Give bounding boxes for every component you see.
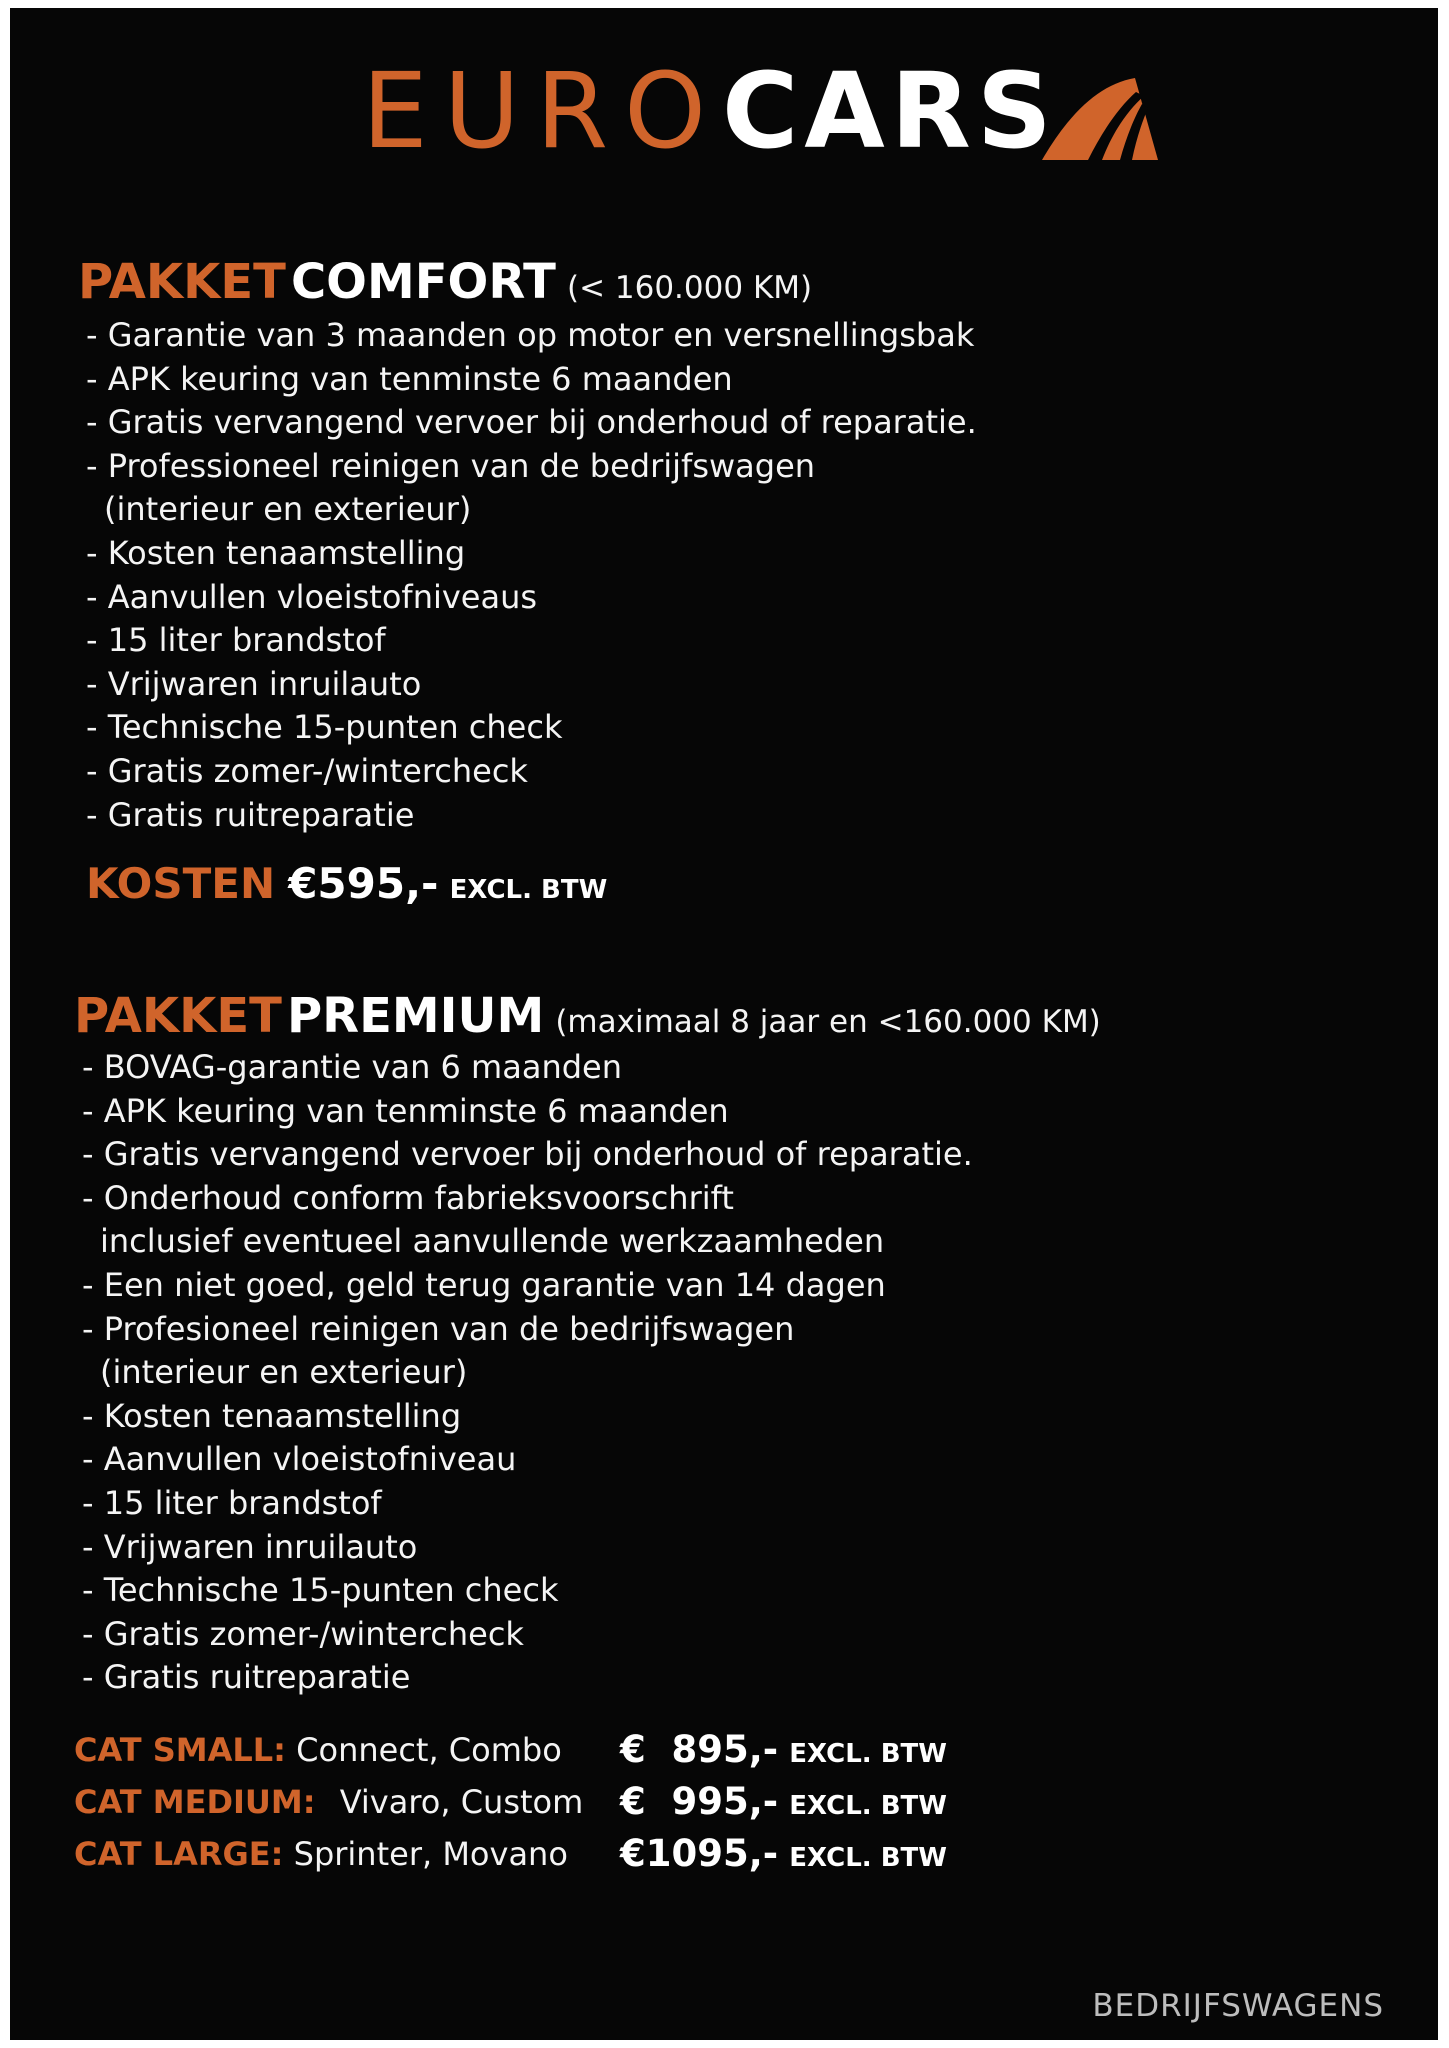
- list-item: - Profesioneel reinigen van de bedrijfswagen: [82, 1309, 795, 1348]
- category-small-models: Connect, Combo: [296, 1731, 562, 1769]
- eurocars-logo: [362, 50, 1058, 172]
- premium-feature-list: [82, 1046, 973, 1700]
- logo-euro-text: EURO: [362, 50, 722, 172]
- comfort-cost-label: KOSTEN: [86, 859, 276, 908]
- category-small-row: [74, 1724, 562, 1776]
- category-medium-row: [74, 1776, 583, 1828]
- list-item: (interieur en exterieur): [104, 490, 472, 529]
- list-item: - Technische 15-punten check: [86, 708, 563, 747]
- list-item: - Technische 15-punten check: [82, 1571, 559, 1610]
- list-item: - Vrijwaren inruilauto: [82, 1527, 418, 1566]
- category-small-label: CAT SMALL:: [74, 1731, 286, 1769]
- category-small-amount: € 895,-: [620, 1728, 779, 1771]
- category-medium-amount: € 995,-: [620, 1780, 779, 1823]
- footer-bedrijfswagens: BEDRIJFSWAGENS: [1092, 1988, 1384, 2024]
- comfort-feature-list: [86, 314, 977, 837]
- list-item: - Professioneel reinigen van de bedrijfswagen: [86, 446, 816, 485]
- list-item: - Onderhoud conform fabrieksvoorschrift: [82, 1178, 734, 1217]
- logo-cars-text: CARS: [721, 50, 1058, 172]
- category-medium-excl: EXCL. BTW: [789, 1791, 947, 1821]
- list-item: - Gratis zomer-/wintercheck: [82, 1614, 524, 1653]
- brochure-page: [10, 8, 1438, 2040]
- category-medium-label: CAT MEDIUM:: [74, 1783, 316, 1821]
- list-item: - Kosten tenaamstelling: [86, 533, 466, 572]
- list-item: (interieur en exterieur): [100, 1353, 468, 1392]
- category-medium-price: [620, 1776, 947, 1835]
- list-item: - Aanvullen vloeistofniveaus: [86, 577, 538, 616]
- list-item: - Gratis vervangend vervoer bij onderhoud of reparatie.: [86, 403, 977, 442]
- category-large-label: CAT LARGE:: [74, 1835, 284, 1873]
- category-large-excl: EXCL. BTW: [789, 1843, 947, 1873]
- list-item: - 15 liter brandstof: [86, 621, 386, 660]
- category-small-price: [620, 1724, 947, 1783]
- list-item: - Gratis ruitreparatie: [82, 1658, 411, 1697]
- category-medium-models: Vivaro, Custom: [339, 1783, 584, 1821]
- comfort-cost-excl: EXCL. BTW: [449, 875, 608, 905]
- list-item: inclusief eventueel aanvullende werkzaamheden: [100, 1222, 885, 1261]
- comfort-cost: [86, 856, 607, 921]
- category-small-excl: EXCL. BTW: [789, 1739, 947, 1769]
- category-large-models: Sprinter, Movano: [293, 1835, 568, 1873]
- list-item: - BOVAG-garantie van 6 maanden: [82, 1048, 622, 1086]
- list-item: - Kosten tenaamstelling: [82, 1396, 462, 1435]
- category-large-row: [74, 1828, 568, 1880]
- list-item: - Gratis vervangend vervoer bij onderhoud of reparatie.: [82, 1135, 973, 1174]
- list-item: - Een niet goed, geld terug garantie van 14 dagen: [82, 1265, 886, 1304]
- category-large-amount: €1095,-: [620, 1832, 779, 1875]
- category-large-price: [620, 1828, 947, 1887]
- comfort-condition: (< 160.000 KM): [566, 270, 813, 306]
- list-item: - APK keuring van tenminste 6 maanden: [82, 1091, 729, 1130]
- comfort-name: COMFORT: [290, 254, 556, 310]
- comfort-heading: [78, 252, 812, 323]
- list-item: - APK keuring van tenminste 6 maanden: [86, 359, 733, 398]
- list-item: - Garantie van 3 maanden op motor en versnellingsbak: [86, 316, 975, 354]
- road-swoosh-icon: [1040, 72, 1160, 162]
- premium-name: PREMIUM: [286, 988, 545, 1044]
- list-item: - Aanvullen vloeistofniveau: [82, 1440, 517, 1479]
- comfort-cost-value: €595,-: [288, 859, 439, 908]
- list-item: - Gratis zomer-/wintercheck: [86, 751, 528, 790]
- list-item: - 15 liter brandstof: [82, 1483, 382, 1522]
- comfort-prefix: PAKKET: [78, 254, 286, 310]
- list-item: - Vrijwaren inruilauto: [86, 664, 422, 703]
- list-item: - Gratis ruitreparatie: [86, 795, 415, 834]
- premium-prefix: PAKKET: [74, 988, 282, 1044]
- premium-condition: (maximaal 8 jaar en <160.000 KM): [555, 1004, 1101, 1040]
